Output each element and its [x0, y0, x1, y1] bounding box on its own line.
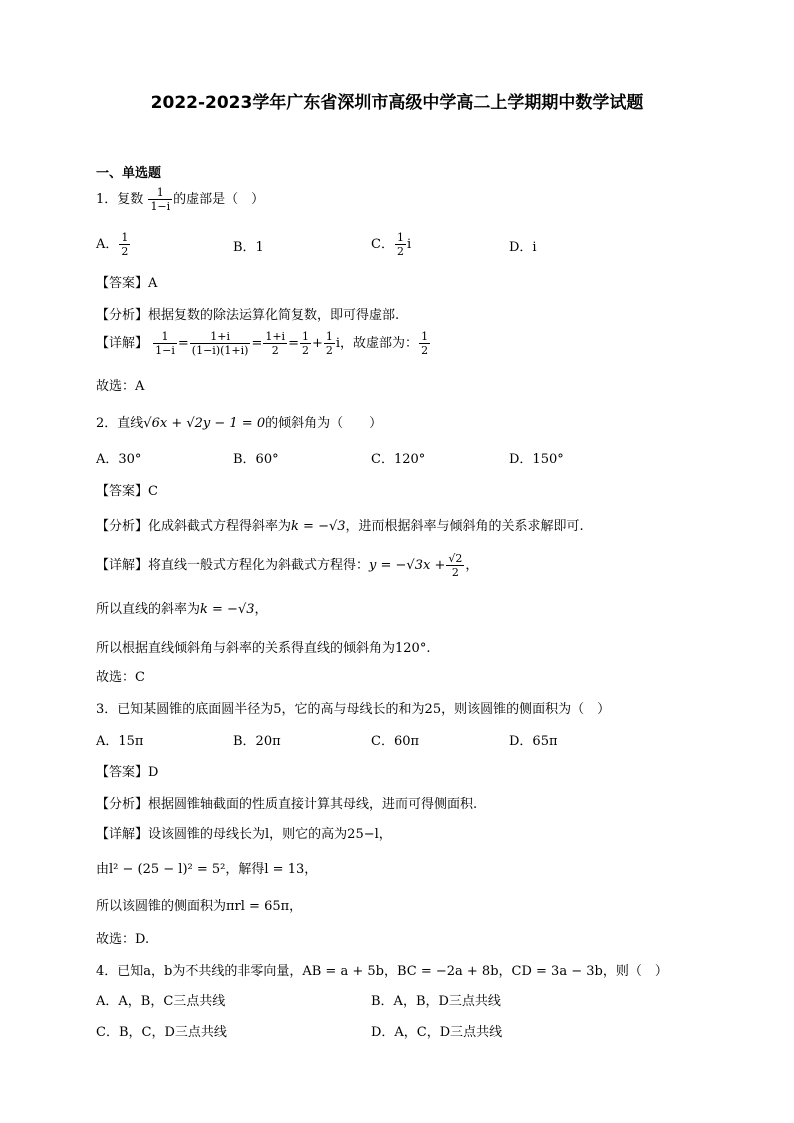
question-4: 4．已知a，b为不共线的非零向量，AB = a + 5b，BC = −2a + 8b，CD = 3a − 3b，则（ ）	[96, 964, 668, 979]
q2-analysis: 【分析】化成斜截式方程得斜率为k = −√3，进而根据斜率与倾斜角的关系求解即可.	[96, 519, 584, 534]
q3-detail: 【详解】设该圆锥的母线长为l，则它的高为25−l，	[96, 827, 392, 842]
q2-answer: 【答案】C	[96, 484, 158, 499]
question-3: 3．已知某圆锥的底面圆半径为5，它的高与母线长的和为25，则该圆锥的侧面积为（ ）	[96, 702, 611, 717]
q3-option-b: B．20π	[233, 734, 281, 749]
q1-analysis: 【分析】根据复数的除法运算化简复数，即可得虚部.	[96, 308, 400, 323]
q4-option-a: A．A，B，C三点共线	[96, 994, 226, 1009]
question-2: 2．直线√6x + √2y − 1 = 0的倾斜角为（ ）	[96, 416, 383, 431]
q3-line-1: 由l² − (25 − l)² = 5²，解得l = 13，	[96, 862, 318, 877]
q1-option-c: C． $\frac{1}{2}$ i	[371, 231, 412, 258]
page-title: 2022-2023学年广东省深圳市高级中学高二上学期期中数学试题	[150, 93, 644, 113]
q1-pre: 复数	[117, 192, 144, 207]
q2-option-d: D．150°	[509, 452, 564, 467]
q3-option-c: C．60π	[371, 734, 420, 749]
section-heading: 一、单选题	[96, 166, 162, 181]
q3-choose: 故选：D.	[96, 932, 150, 947]
q3-analysis: 【分析】根据圆锥轴截面的性质直接计算其母线，进而可得侧面积.	[96, 797, 478, 812]
question-1	[96, 186, 264, 213]
q3-option-d: D．65π	[509, 734, 558, 749]
q3-line-2: 所以该圆锥的侧面积为πrl = 65π，	[96, 899, 303, 914]
q1-option-d: D．i	[509, 240, 537, 255]
q2-option-b: B．60°	[233, 452, 279, 467]
q1-option-b: B．1	[233, 240, 264, 255]
q2-option-c: C．120°	[371, 452, 426, 467]
q2-line-2: 所以根据直线倾斜角与斜率的关系得直线的倾斜角为120°.	[96, 641, 431, 656]
q1-choose: 故选：A	[96, 379, 145, 394]
q3-answer: 【答案】D	[96, 765, 159, 780]
q2-detail: 【详解】将直线一般式方程化为斜截式方程得：y = −√3x + $\frac{√2}{2}$ ，	[96, 552, 479, 579]
q1-fraction: $\frac{1}{1-i}$	[150, 186, 171, 213]
q1-post: 的虚部是（ ）	[173, 192, 265, 207]
q2-option-a: A．30°	[96, 452, 142, 467]
q4-option-b: B．A，B，D三点共线	[371, 994, 501, 1009]
q1-detail: 【详解】 $\frac{1}{1-i}$ = $\frac{1+i}{(1-i)(1+i)}$ = $\frac{1+i}{2}$ = $\frac{1}{2}$ + $\frac{1}{2}$ i，故虚部为： $\frac{1}{2}$	[96, 330, 429, 357]
q4-option-c: C．B，C，D三点共线	[96, 1025, 227, 1040]
q2-line-1: 所以直线的斜率为k = −√3，	[96, 602, 268, 617]
q2-choose: 故选：C	[96, 670, 145, 685]
q3-option-a: A．15π	[96, 734, 144, 749]
q1-answer: 【答案】A	[96, 276, 158, 291]
q1-number: 1．	[96, 192, 118, 207]
q1-option-a: A． $\frac{1}{2}$	[96, 231, 129, 258]
q4-option-d: D．A，C，D三点共线	[371, 1025, 503, 1040]
